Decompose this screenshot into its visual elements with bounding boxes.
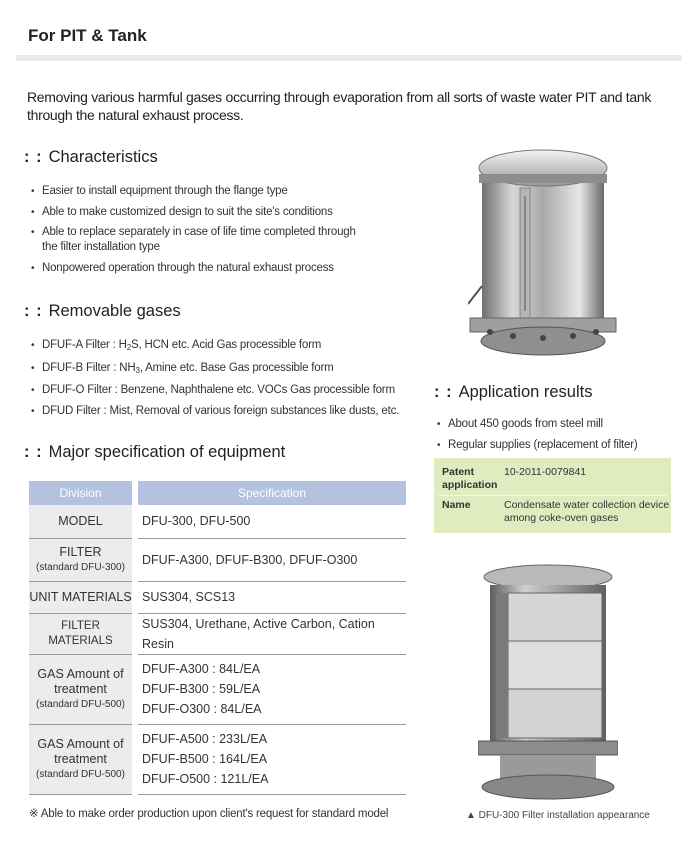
intro-text: Removing various harmful gases occurring through evaporation from all sorts of waste water PIT and tank through the natural exhaust process.: [27, 89, 652, 123]
patent-number: 10-2011-0079841: [504, 466, 587, 478]
row-value: DFUF-A500 : 233L/EA DFUF-B500 : 164L/EA DFUF-O500 : 121L/EA: [138, 724, 406, 794]
list-item: • Nonpowered operation through the natural exhaust process: [26, 261, 371, 276]
installation-photo: [478, 563, 618, 801]
list-item: • Able to make customized design to suit the site's conditions: [26, 205, 371, 220]
list-item: • DFUD Filter : Mist, Removal of various foreign substances like dusts, etc.: [26, 404, 426, 419]
heading-marker-icon: : :: [24, 302, 43, 320]
row-label: FILTER (standard DFU-300): [29, 538, 132, 581]
photo-caption: ▲ DFU-300 Filter installation appearance: [466, 810, 650, 821]
list-item: • Regular supplies (replacement of filter): [432, 438, 682, 453]
spec-heading: : : Major specification of equipment: [24, 443, 286, 461]
removable-gases-heading: : : Removable gases: [24, 302, 181, 320]
patent-name: Condensate water collection device among coke-oven gases: [504, 499, 670, 524]
list-item: • Easier to install equipment through the flange type: [26, 184, 371, 199]
list-item: • Able to replace separately in case of life time completed through the filter installation type: [26, 225, 371, 255]
row-value: DFUF-A300 : 84L/EA DFUF-B300 : 59L/EA DFUF-O300 : 84L/EA: [138, 654, 406, 724]
list-item: • DFUF-O Filter : Benzene, Naphthalene etc. VOCs Gas processible form: [26, 383, 426, 398]
patent-label: Patent application: [442, 466, 498, 491]
list-item: • About 450 goods from steel mill: [432, 417, 682, 432]
row-label: FILTER MATERIALS: [29, 613, 132, 654]
row-value: DFUF-A300, DFUF-B300, DFUF-O300: [138, 538, 406, 581]
removable-gases-list: [26, 338, 426, 424]
table-row: [29, 581, 406, 613]
heading-marker-icon: : :: [24, 443, 43, 461]
row-label: GAS Amount of treatment (standard DFU-500): [29, 724, 132, 794]
spec-table: [29, 481, 406, 795]
divider: [438, 495, 667, 496]
heading-marker-icon: : :: [24, 148, 43, 166]
application-heading: : : Application results: [434, 383, 593, 401]
footnote: ※ Able to make order production upon client's request for standard model: [29, 808, 389, 820]
filter-unit-photo: [468, 146, 618, 358]
name-label: Name: [442, 499, 471, 511]
column-header-division: Division: [29, 481, 132, 505]
list-item: • DFUF-B Filter : $NH_3$, Amine etc. Base Gas processible form: [26, 361, 426, 378]
heading-marker-icon: : :: [434, 383, 453, 401]
row-label: GAS Amount of treatment (standard DFU-500): [29, 654, 132, 724]
patent-info-box: [434, 458, 671, 533]
table-header-row: [29, 481, 406, 505]
list-item: • DFUF-A Filter : $H_2S$, HCN etc. Acid Gas processible form: [26, 338, 426, 355]
characteristics-heading: : : Characteristics: [24, 148, 158, 166]
row-value: SUS304, SCS13: [138, 581, 406, 613]
table-row: [29, 538, 406, 581]
row-label: MODEL: [29, 505, 132, 538]
characteristics-list: [26, 184, 371, 281]
row-label: UNIT MATERIALS: [29, 581, 132, 613]
row-value: SUS304, Urethane, Active Carbon, Cation Resin: [138, 613, 406, 654]
table-row: [29, 724, 406, 794]
application-list: [432, 417, 682, 458]
table-row: [29, 654, 406, 724]
title-divider: [16, 55, 682, 61]
page-title: For PIT & Tank: [28, 26, 147, 45]
row-value: DFU-300, DFU-500: [138, 505, 406, 538]
table-row: [29, 505, 406, 538]
column-header-specification: Specification: [138, 481, 406, 505]
table-row: [29, 613, 406, 654]
